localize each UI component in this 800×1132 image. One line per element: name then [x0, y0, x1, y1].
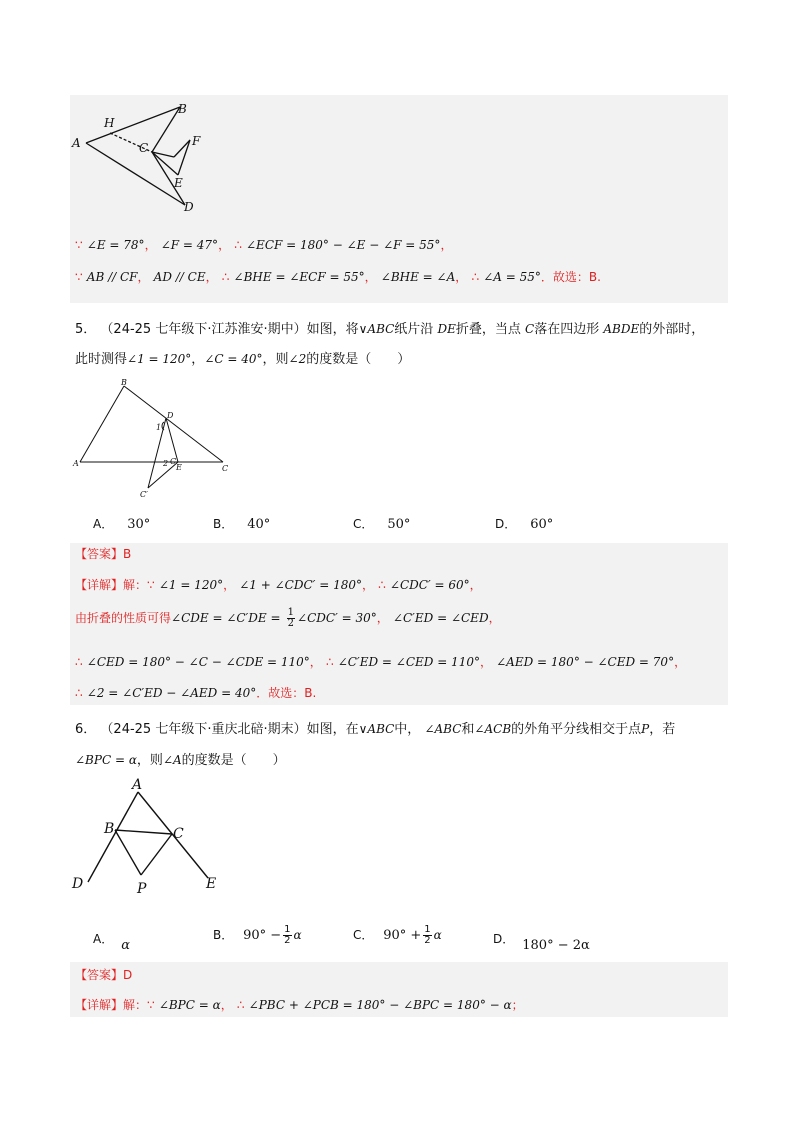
since-symbol: ∵	[75, 238, 83, 252]
q6-option-d[interactable]	[493, 930, 590, 953]
stem-text: ，则	[136, 753, 163, 768]
separator: ，	[455, 270, 468, 284]
math-expr: ∠ECF = 180° − ∠E − ∠F = 55°	[246, 238, 441, 252]
separator: ；	[511, 998, 524, 1012]
q6-detail-line-1	[75, 996, 524, 1013]
math-expr: ∠C′ED = ∠CED	[392, 611, 489, 625]
separator: ，	[364, 270, 377, 284]
math-expr: C	[525, 322, 535, 336]
math-expr: ∠BHE = ∠ECF = 55°	[233, 270, 365, 284]
question-number: 5．	[75, 322, 97, 337]
detail-label: 【详解】	[75, 578, 124, 592]
q4-label-e: E	[174, 176, 183, 190]
q4-label-d: D	[184, 200, 194, 214]
therefore-symbol: ∴	[75, 686, 83, 700]
math-expr: ∠ABC	[424, 722, 462, 736]
option-letter: B．	[213, 517, 234, 531]
math-expr: P	[641, 722, 650, 736]
math-expr: ∠E = 78°	[86, 238, 145, 252]
separator: ，	[361, 578, 374, 592]
q5-label-c-prime: C′	[140, 490, 148, 499]
separator: ，	[144, 238, 157, 252]
option-letter: C．	[353, 928, 374, 942]
q5-label-c-small: C	[170, 457, 177, 466]
fraction-half	[423, 925, 431, 946]
option-letter: A．	[93, 932, 114, 946]
q6-label-a: A	[132, 777, 143, 793]
stem-text: ，若	[649, 722, 676, 737]
q6-option-b[interactable]	[213, 925, 302, 946]
q5-detail-line-2	[75, 608, 501, 629]
detail-prefix: 解：	[123, 578, 148, 592]
fraction-denominator: 2	[284, 935, 291, 946]
stem-text: 的度数是（ ）	[306, 352, 411, 367]
option-value: 30°	[127, 517, 151, 532]
option-value: 40°	[247, 517, 271, 532]
option-value: α	[433, 928, 442, 942]
separator: ，	[469, 578, 482, 592]
q5-stem-line-1	[75, 318, 704, 337]
math-expr: ∠ACB	[474, 722, 512, 736]
option-letter: A．	[93, 517, 114, 531]
q5-label-2: 2	[163, 459, 169, 468]
q5-label-c: C	[222, 464, 229, 473]
q5-detail-line-4	[75, 684, 316, 701]
q6-stem-line-1	[75, 718, 675, 737]
fraction-numerator: 1	[424, 924, 431, 935]
math-expr: ∨ABC	[358, 722, 395, 736]
option-value: 90° −	[243, 928, 282, 943]
math-expr: AD // CE	[153, 270, 206, 284]
separator: ，	[205, 270, 218, 284]
fraction-numerator: 1	[284, 924, 291, 935]
question-source: （24-25 七年级下·重庆北碚·期末）	[100, 722, 307, 737]
math-expr: ∨ABC	[358, 322, 395, 336]
math-expr: ∠C′ED = ∠CED = 110°	[337, 655, 480, 669]
q5-label-b: B	[121, 378, 127, 387]
q4-label-c: C	[139, 141, 149, 155]
math-expr: ∠C = 40°	[204, 352, 263, 366]
stem-text: 纸片沿	[394, 322, 434, 337]
stem-text: 的外角平分线相交于点	[511, 722, 642, 737]
stem-text: 落在四边形	[534, 322, 600, 337]
q5-answer-line	[75, 545, 131, 562]
q5-label-a: A	[73, 459, 79, 468]
question-number: 6．	[75, 722, 97, 737]
math-expr: ∠2 = ∠C′ED − ∠AED = 40°	[86, 686, 257, 700]
math-expr: ∠BHE = ∠A	[380, 270, 456, 284]
therefore-symbol: ∴	[75, 655, 83, 669]
q5-option-c[interactable]	[353, 515, 410, 532]
math-expr: AB // CF	[86, 270, 138, 284]
math-expr: ∠BPC = α	[158, 998, 221, 1012]
q4-label-f: F	[192, 134, 201, 148]
math-expr: ∠1 = 120°	[127, 352, 192, 366]
q6-stem-line-2	[75, 749, 286, 768]
q5-detail-line-1	[75, 576, 482, 593]
option-letter: D．	[495, 517, 517, 531]
math-expr: ∠A	[162, 753, 182, 767]
math-expr: ABDE	[603, 322, 640, 336]
since-symbol: ∵	[75, 270, 83, 284]
detail-prefix: 解：	[123, 998, 148, 1012]
math-expr: ∠CDC′ = 30°	[297, 611, 377, 625]
math-expr: ∠BPC = α	[75, 753, 137, 767]
separator: ，	[376, 611, 389, 625]
option-value: 90° +	[383, 928, 422, 943]
separator: ，	[674, 655, 687, 669]
stem-text: 的外部时，	[639, 322, 705, 337]
q6-label-d: D	[72, 876, 84, 892]
answer-value: D	[123, 968, 133, 982]
q4-label-b: B	[178, 102, 187, 116]
math-expr: DE	[437, 322, 456, 336]
q4-label-a: A	[72, 136, 81, 150]
therefore-symbol: ∴	[234, 238, 242, 252]
since-symbol: ∵	[147, 998, 155, 1012]
math-expr: ∠A = 55°	[483, 270, 541, 284]
choice-conclusion: ．故选：B.	[540, 270, 601, 284]
separator: ，	[440, 238, 453, 252]
answer-label: 【答案】	[75, 547, 124, 561]
math-expr: ∠2	[288, 352, 307, 366]
separator: ，	[488, 611, 501, 625]
question-source: （24-25 七年级下·江苏淮安·期中）	[100, 322, 307, 337]
stem-text: ，	[191, 352, 205, 367]
stem-text: 中，	[394, 722, 421, 737]
option-letter: D．	[493, 932, 515, 946]
q6-option-a[interactable]	[93, 930, 130, 953]
separator: ，	[223, 578, 236, 592]
q5-label-d: D	[167, 411, 174, 420]
math-expr: ∠AED = 180° − ∠CED = 70°	[496, 655, 675, 669]
q6-label-c: C	[173, 826, 184, 842]
q4-solution-line-2	[75, 268, 601, 285]
math-expr: ∠CDE = ∠C′DE =	[171, 611, 281, 625]
math-expr: ∠CDC′ = 60°	[389, 578, 470, 592]
q5-stem-line-2	[75, 348, 410, 367]
stem-text: 如图，在	[306, 722, 359, 737]
math-expr: ∠PBC + ∠PCB = 180° − ∠BPC = 180° − α	[248, 998, 512, 1012]
option-letter: B．	[213, 928, 234, 942]
option-value: 60°	[530, 517, 554, 532]
q5-detail-line-3	[75, 653, 686, 670]
q6-label-b: B	[104, 821, 115, 837]
q5-option-d[interactable]	[495, 515, 553, 532]
q4-figure	[70, 95, 230, 220]
answer-value: B	[123, 547, 132, 561]
stem-text: 和	[461, 722, 475, 737]
q6-label-p: P	[137, 881, 147, 897]
option-value: 50°	[387, 517, 411, 532]
q5-label-1: 1	[156, 423, 162, 432]
stem-text: 的度数是（ ）	[181, 753, 286, 768]
stem-text: ，则	[262, 352, 289, 367]
fraction-denominator: 2	[424, 935, 431, 946]
q4-label-h: H	[104, 116, 115, 130]
q5-option-b[interactable]	[213, 515, 270, 532]
choice-conclusion: ．故选：B.	[256, 686, 317, 700]
detail-label: 【详解】	[75, 998, 124, 1012]
stem-text: 如图，将	[306, 322, 359, 337]
option-value: 180° − 2α	[522, 938, 590, 953]
math-expr: ∠CED = 180° − ∠C − ∠CDE = 110°	[86, 655, 310, 669]
q6-option-c[interactable]	[353, 925, 442, 946]
detail-text: 由折叠的性质可得	[75, 611, 172, 625]
therefore-symbol: ∴	[236, 998, 245, 1012]
separator: ，	[220, 998, 233, 1012]
fraction-half	[283, 925, 291, 946]
stem-text: 折叠，当点	[455, 322, 521, 337]
therefore-symbol: ∴	[471, 270, 480, 284]
fraction-denominator: 2	[287, 618, 295, 629]
math-expr: ∠1 = 120°	[158, 578, 224, 592]
fraction-half	[287, 608, 295, 629]
separator: ，	[479, 655, 492, 669]
q5-label-e: E	[176, 463, 182, 472]
therefore-symbol: ∴	[325, 655, 334, 669]
math-expr: ∠1 + ∠CDC′ = 180°	[239, 578, 362, 592]
q5-option-a[interactable]	[93, 515, 150, 532]
q4-solution-line-1	[75, 236, 452, 253]
q5-figure	[68, 378, 243, 503]
fraction-numerator: 1	[287, 607, 295, 618]
therefore-symbol: ∴	[221, 270, 230, 284]
separator: ，	[309, 655, 322, 669]
answer-label: 【答案】	[75, 968, 124, 982]
separator: ，	[137, 270, 150, 284]
q6-label-e: E	[206, 876, 217, 892]
math-expr: ∠F = 47°	[160, 238, 219, 252]
option-value: α	[121, 938, 130, 953]
since-symbol: ∵	[147, 578, 155, 592]
separator: ，	[218, 238, 231, 252]
q6-answer-line	[75, 966, 132, 983]
option-letter: C．	[353, 517, 374, 531]
q6-figure	[68, 772, 228, 897]
stem-text: 此时测得	[75, 352, 128, 367]
option-value: α	[293, 928, 302, 942]
therefore-symbol: ∴	[378, 578, 386, 592]
